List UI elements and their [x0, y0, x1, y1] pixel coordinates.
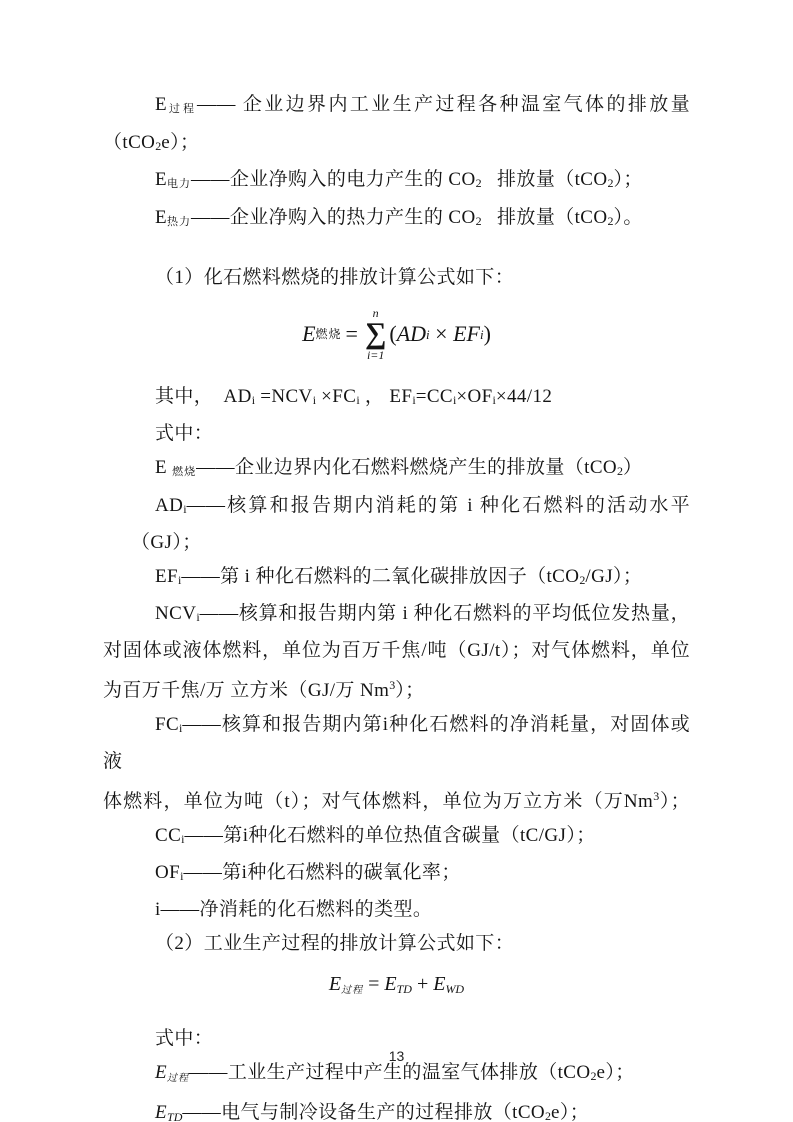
text-segment: (: [389, 321, 397, 347]
text-segment: ， EF: [359, 385, 413, 407]
text-segment: （2）工业生产过程的排放计算公式如下：: [155, 932, 515, 954]
text-line: [103, 597, 690, 634]
text-segment: E: [155, 1101, 168, 1122]
text-line: [103, 526, 690, 560]
text-segment: ×OF: [456, 385, 493, 407]
text-segment: ——电气与制冷设备生产的过程排放（tCO: [182, 1101, 546, 1122]
text-segment: 排放量（tCO: [481, 207, 608, 228]
text-segment: ——核算和报告期内第i种化石燃料的净消耗量，对固体或液: [103, 713, 690, 772]
text-segment: 体燃料，单位为吨（t）；对气体燃料，单位为万立方米（万Nm: [103, 790, 654, 812]
text-segment: ——工业生产过程中产生的温室气体排放（tCO: [189, 1061, 591, 1083]
text-segment: i: [356, 392, 360, 407]
text-line: [103, 668, 690, 708]
sum-symbol: ∑: [364, 317, 387, 351]
text-segment: OF: [155, 861, 181, 883]
text-segment: —— 企业边界内工业生产过程各种温室气体的排放量: [196, 94, 690, 115]
text-segment: TD: [167, 1109, 183, 1122]
text-segment: 2: [617, 463, 624, 478]
text-segment: e）；: [596, 1061, 635, 1083]
text-segment: E: [328, 972, 342, 995]
text-segment: 热力: [167, 216, 192, 228]
text-line: [103, 201, 690, 239]
summation-symbol: [365, 307, 386, 362]
text-segment: （GJ）；: [131, 531, 202, 553]
text-line: [103, 819, 690, 856]
text-segment: i: [412, 392, 416, 407]
text-segment: i: [251, 392, 256, 407]
text-segment: NCV: [155, 602, 197, 624]
text-segment: /GJ）；: [585, 565, 643, 587]
text-line: [103, 380, 690, 417]
text-segment: ——第i种化石燃料的单位热值含碳量（tC/GJ）；: [184, 824, 596, 846]
text-segment: e）；: [551, 1101, 590, 1122]
text-segment: 2: [579, 572, 586, 587]
text-segment: ): [483, 321, 491, 347]
text-segment: E: [155, 169, 168, 190]
text-line: [103, 88, 690, 126]
text-segment: ×FC: [316, 385, 357, 407]
text-segment: i: [181, 831, 185, 846]
text-segment: =: [363, 972, 385, 995]
text-segment: TD: [396, 981, 412, 996]
text-segment: ——第 i 种化石燃料的二氧化碳排放因子（tCO: [181, 565, 580, 587]
text-segment: E: [155, 456, 173, 478]
text-line: [103, 489, 690, 526]
text-segment: E: [155, 207, 168, 228]
text-segment: 式中：: [155, 422, 214, 444]
text-segment: i: [196, 609, 200, 624]
sum-top: n: [372, 306, 379, 320]
text-segment: 过程: [167, 1072, 190, 1084]
text-segment: ——第i种化石燃料的碳氧化率；: [183, 861, 461, 883]
text-segment: e）；: [161, 132, 200, 153]
text-segment: 对固体或液体燃料，单位为百万千焦/吨（GJ/t）；对气体燃料，单位: [103, 639, 690, 661]
text-segment: 2: [155, 139, 162, 153]
text-segment: 过程: [341, 984, 364, 996]
text-segment: ×44/12: [495, 385, 553, 407]
text-segment: ——企业净购入的电力产生的 CO: [191, 169, 476, 190]
text-line: [103, 451, 690, 489]
text-segment: ——企业边界内化石燃料燃烧产生的排放量（tCO: [196, 456, 618, 478]
text-segment: ——核算和报告期内第 i 种化石燃料的平均低位发热量，: [199, 602, 690, 624]
text-segment: ）；: [613, 169, 643, 190]
text-segment: 2: [475, 214, 482, 228]
text-segment: E: [155, 94, 168, 115]
text-line: [103, 126, 690, 163]
formula-industrial-process: [103, 967, 690, 1008]
text-line: [103, 163, 690, 201]
text-segment: ——核算和报告期内消耗的第 i 种化石燃料的活动水平: [186, 494, 690, 516]
text-segment: i: [312, 392, 317, 407]
text-segment: i: [183, 501, 187, 516]
text-segment: i: [492, 392, 496, 407]
text-segment: 排放量（tCO: [481, 169, 608, 190]
text-segment: 式中：: [155, 1027, 214, 1049]
text-segment: 过程: [167, 103, 197, 115]
text-segment: i: [479, 326, 484, 342]
text-segment: ）: [623, 456, 643, 478]
text-line: [103, 261, 690, 295]
text-segment: =CC: [415, 385, 453, 407]
text-segment: 电力: [167, 178, 192, 190]
text-segment: WD: [445, 981, 465, 996]
text-segment: +: [411, 972, 434, 995]
text-segment: 2: [590, 1068, 597, 1083]
text-segment: i: [452, 392, 457, 407]
text-segment: 其中， AD: [155, 385, 252, 407]
text-segment: ）。: [613, 207, 643, 228]
text-segment: ）；: [659, 790, 690, 812]
text-segment: （tCO: [103, 132, 156, 153]
text-segment: ×: [429, 321, 454, 347]
text-line: [103, 927, 690, 961]
text-segment: ——企业净购入的热力产生的 CO: [191, 207, 476, 228]
text-segment: E: [433, 972, 446, 995]
text-line: [103, 708, 690, 779]
text-segment: E: [384, 972, 397, 995]
text-segment: 3: [653, 788, 660, 803]
text-segment: 2: [475, 176, 482, 190]
text-segment: （1）化石燃料燃烧的排放计算公式如下：: [155, 267, 515, 288]
text-line: [103, 856, 690, 893]
text-segment: 3: [389, 677, 396, 692]
text-segment: ）；: [395, 679, 425, 701]
text-segment: 2: [545, 1108, 552, 1122]
text-line: [103, 560, 690, 597]
formula-fuel-combustion: [103, 307, 690, 362]
text-segment: i: [426, 326, 430, 342]
text-segment: CC: [155, 824, 182, 846]
text-segment: 燃烧: [315, 327, 342, 342]
text-line: [103, 417, 690, 451]
text-segment: i——净消耗的化石燃料的类型。: [155, 898, 433, 920]
text-segment: 2: [607, 176, 614, 190]
text-segment: AD: [155, 494, 184, 516]
text-segment: E: [302, 321, 316, 347]
text-segment: EF: [155, 565, 178, 587]
text-segment: i: [177, 572, 182, 587]
text-segment: i: [179, 720, 183, 735]
text-segment: 2: [607, 214, 614, 228]
sum-bottom: i=1: [366, 347, 385, 362]
text-line: [103, 634, 690, 668]
text-line: [103, 779, 690, 819]
text-segment: E: [155, 1061, 168, 1083]
equals-sign: =: [345, 321, 358, 347]
text-line: [103, 1096, 690, 1122]
text-segment: EF: [453, 321, 480, 347]
text-segment: i: [180, 868, 184, 883]
text-segment: =NCV: [255, 385, 313, 407]
text-segment: 燃烧: [172, 465, 197, 478]
document-body: [103, 88, 690, 1122]
text-segment: 为百万千焦/万 立方米（GJ/万 Nm: [103, 679, 390, 701]
text-segment: FC: [155, 713, 180, 735]
text-line: [103, 893, 690, 927]
page-number: 13: [388, 1048, 405, 1064]
text-segment: AD: [396, 321, 427, 347]
